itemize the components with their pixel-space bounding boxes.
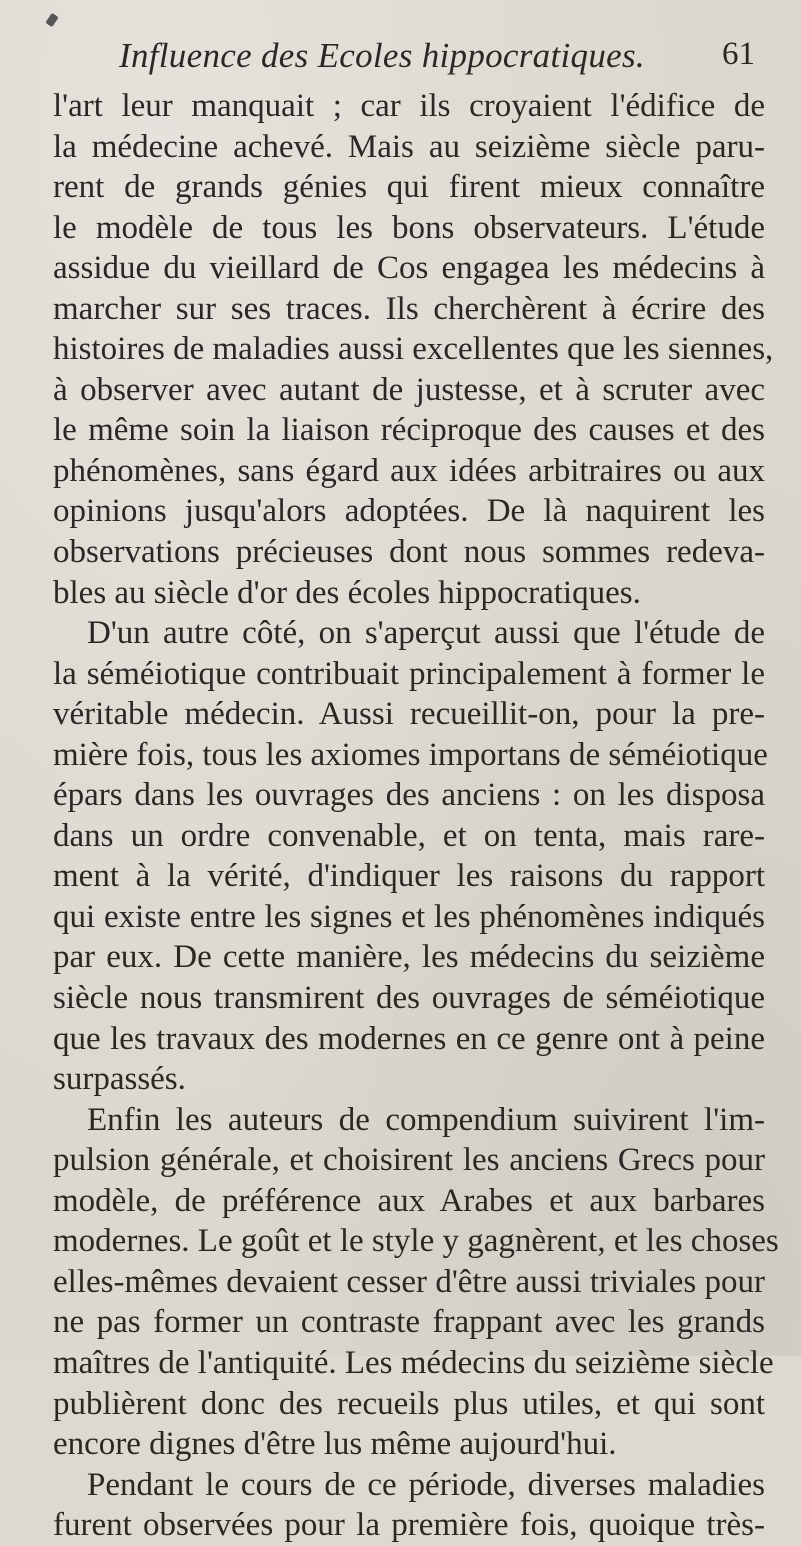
text-line: l'art leur manquait ; car ils croyaient l'édifice de [53,88,765,124]
text-line: ment à la vérité, d'indiquer les raisons du rapport [53,858,765,895]
text-line: mière fois, tous les axiomes importans de séméiotique [53,736,768,773]
text-line: assidue du vieillard de Cos engagea les médecins à [53,250,765,287]
text-line: qui existe entre les signes et les phénomènes indiqués [53,898,765,935]
text-line: opinions jusqu'alors adoptées. De là naquirent les [53,493,765,530]
text-line: encore dignes d'être lus même aujourd'hui. [53,1426,617,1463]
text-line: furent observées pour la première fois, quoique très- [53,1507,765,1544]
text-line: histoires de maladies aussi excellentes que les siennes, [53,331,774,368]
text-line: que les travaux des modernes en ce genre ont à peine [53,1020,765,1057]
page-header [105,36,755,86]
page-number: 61 [722,36,755,72]
text-line: le modèle de tous les bons observateurs. L'étude [53,209,765,246]
text-line: bles au siècle d'or des écoles hippocratiques. [53,574,641,611]
text-line: par eux. De cette manière, les médecins du seizième [53,939,765,976]
text-line: la médecine achevé. Mais au seizième siècle paru- [53,128,765,165]
text-line: siècle nous transmirent des ouvrages de séméiotique [53,980,765,1017]
text-line: phénomènes, sans égard aux idées arbitraires ou aux [53,452,765,489]
text-line: marcher sur ses traces. Ils cherchèrent à écrire des [53,290,765,327]
paragraph-start-line: Enfin les auteurs de compendium suivirent l'im- [87,1101,765,1138]
text-line: rent de grands génies qui firent mieux connaître [53,169,765,206]
paragraph-start-line: Pendant le cours de ce période, diverses maladies [87,1466,765,1503]
body-text [53,86,779,1546]
text-line: observations précieuses dont nous sommes redeva- [53,534,765,571]
text-line: maîtres de l'antiquité. Les médecins du seizième siècle [53,1344,774,1381]
text-line: ne pas former un contraste frappant avec les grands [53,1304,765,1341]
text-line: surpassés. [53,1061,186,1098]
text-line: le même soin la liaison réciproque des causes et des [53,412,765,449]
text-line: à observer avec autant de justesse, et à scruter avec [53,371,765,408]
text-line: elles-mêmes devaient cesser d'être aussi triviales pour [53,1263,765,1300]
text-line: dans un ordre convenable, et on tenta, mais rare- [53,817,765,854]
text-line: pulsion générale, et choisirent les anciens Grecs pour [53,1142,765,1179]
text-line: la séméiotique contribuait principalement à former le [53,655,765,692]
corner-ink-mark [45,13,58,27]
text-line: véritable médecin. Aussi recueillit-on, pour la pre- [53,696,765,733]
text-line: modernes. Le goût et le style y gagnèrent, et les choses [53,1223,779,1260]
text-line: modèle, de préférence aux Arabes et aux barbares [53,1182,765,1219]
paragraph-start-line: D'un autre côté, on s'aperçut aussi que l'étude de [87,615,765,652]
text-line: publièrent donc des recueils plus utiles, et qui sont [53,1385,765,1422]
running-title: Influence des Ecoles hippocratiques. [119,36,645,75]
text-line: épars dans les ouvrages des anciens : on les disposa [53,777,765,814]
